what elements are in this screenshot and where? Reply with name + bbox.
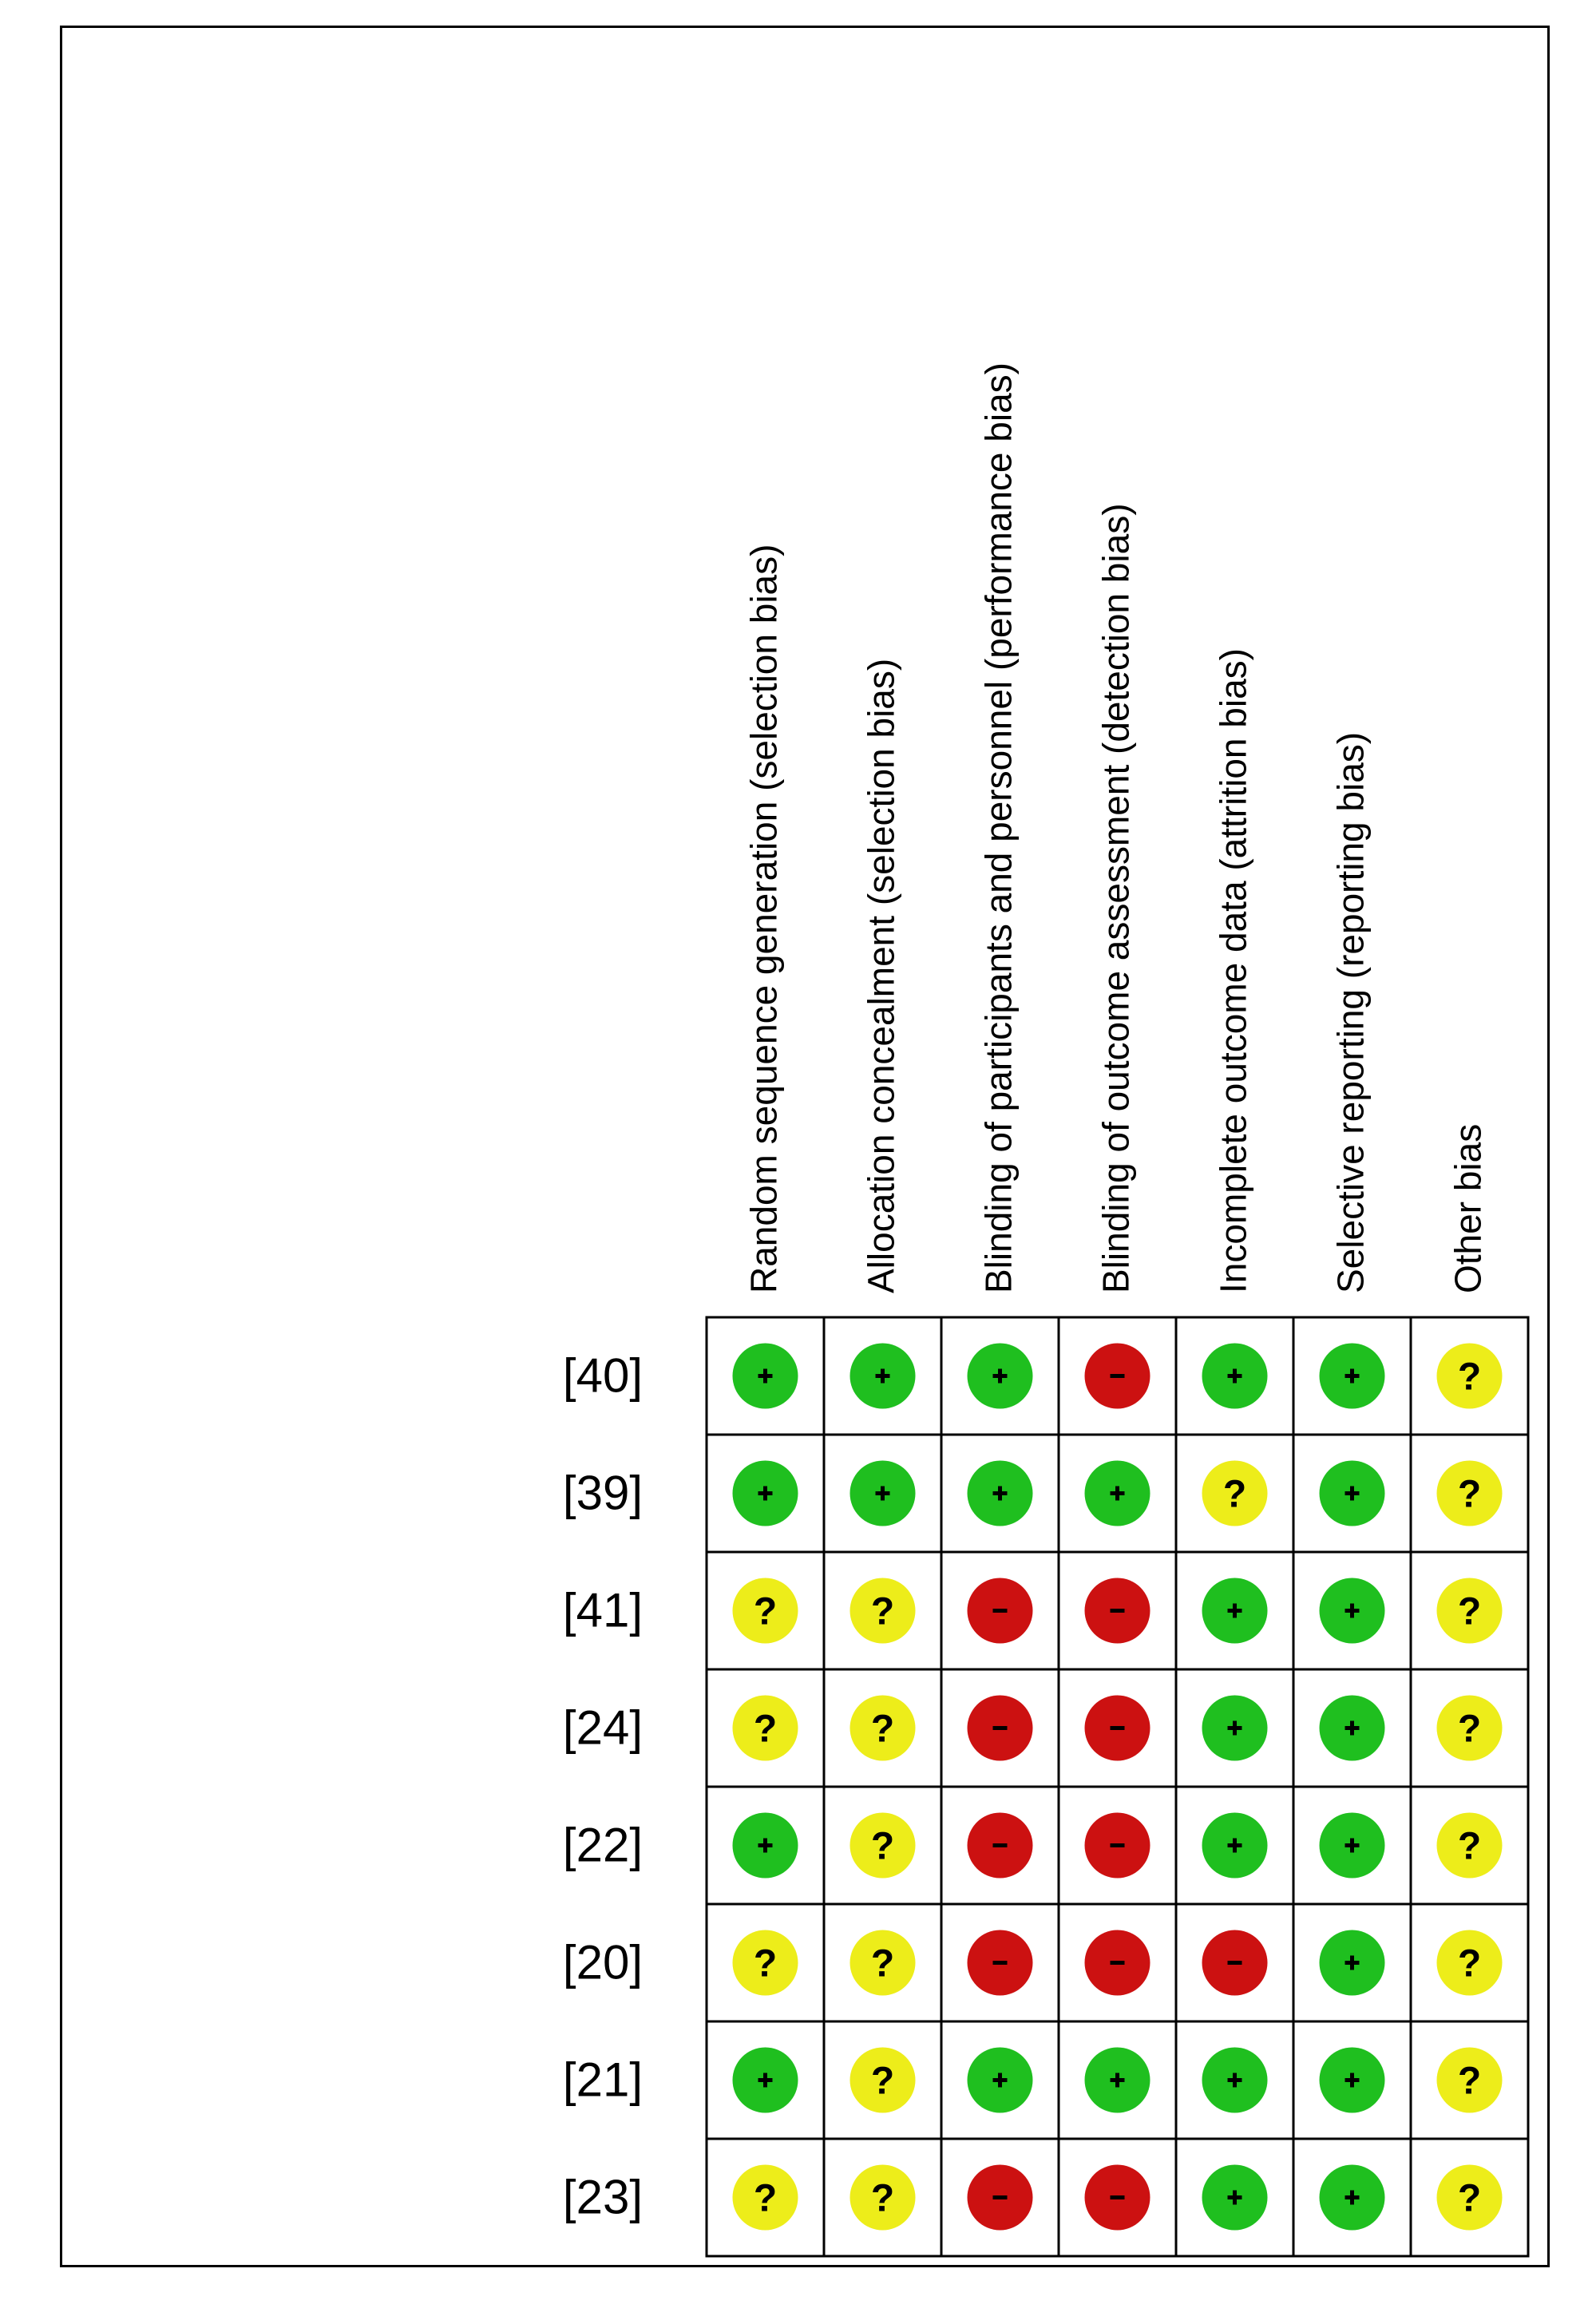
- unclear-risk-mark: [1437, 1344, 1503, 1409]
- question-icon: ?: [870, 1708, 895, 1751]
- low-risk-mark: [1202, 1344, 1268, 1409]
- unclear-risk-mark: [850, 1930, 916, 1996]
- low-risk-mark: [1320, 1578, 1385, 1644]
- study-label: [22]: [562, 1818, 643, 1872]
- study-label: [23]: [562, 2170, 643, 2224]
- question-icon: ?: [870, 1590, 895, 1633]
- study-label: [40]: [562, 1348, 643, 1403]
- question-icon: ?: [1222, 1473, 1247, 1516]
- unclear-risk-mark: [733, 2165, 798, 2231]
- domain-header: Incomplete outcome data (attrition bias): [1212, 648, 1254, 1293]
- unclear-risk-mark: [733, 1696, 798, 1761]
- low-risk-mark: [1202, 1578, 1268, 1644]
- high-risk-mark: [1202, 1930, 1268, 1996]
- study-labels: [563, 1349, 643, 2224]
- judgement-grid: [707, 1317, 1528, 2256]
- low-risk-mark: [733, 1813, 798, 1879]
- low-risk-mark: [1320, 1813, 1385, 1879]
- unclear-risk-mark: [850, 1696, 916, 1761]
- low-risk-mark: [1202, 2165, 1268, 2231]
- low-risk-mark: [850, 1344, 916, 1409]
- low-risk-mark: [733, 1344, 798, 1409]
- question-icon: ?: [1457, 1473, 1482, 1516]
- low-risk-mark: [733, 2048, 798, 2113]
- domain-header: Random sequence generation (selection bias): [743, 544, 785, 1293]
- domain-header: Allocation concealment (selection bias): [860, 658, 902, 1293]
- question-icon: ?: [870, 2177, 895, 2220]
- question-icon: ?: [1457, 1942, 1482, 1985]
- study-label: [41]: [562, 1583, 643, 1637]
- low-risk-mark: [850, 1461, 916, 1526]
- study-label: [39]: [562, 1466, 643, 1520]
- low-risk-mark: [968, 1461, 1033, 1526]
- question-icon: ?: [870, 1825, 895, 1868]
- low-risk-mark: [1202, 1696, 1268, 1761]
- high-risk-mark: [1085, 1696, 1150, 1761]
- low-risk-mark: [1320, 1696, 1385, 1761]
- domain-header: Other bias: [1447, 1123, 1489, 1293]
- high-risk-mark: [968, 1696, 1033, 1761]
- unclear-risk-mark: [1437, 1461, 1503, 1526]
- high-risk-mark: [1085, 1578, 1150, 1644]
- low-risk-mark: [968, 1344, 1033, 1409]
- question-icon: ?: [753, 2177, 778, 2220]
- unclear-risk-mark: [850, 2048, 916, 2113]
- unclear-risk-mark: [850, 1813, 916, 1879]
- study-label: [20]: [562, 1935, 643, 1989]
- low-risk-mark: [1320, 1930, 1385, 1996]
- unclear-risk-mark: [1437, 1578, 1503, 1644]
- unclear-risk-mark: [850, 1578, 916, 1644]
- low-risk-mark: [1085, 2048, 1150, 2113]
- high-risk-mark: [968, 1578, 1033, 1644]
- study-label: [21]: [562, 2053, 643, 2107]
- high-risk-mark: [968, 2165, 1033, 2231]
- domain-header: Blinding of participants and personnel (performance bias): [977, 362, 1020, 1293]
- question-icon: ?: [1457, 1825, 1482, 1868]
- high-risk-mark: [1085, 1344, 1150, 1409]
- unclear-risk-mark: [1202, 1461, 1268, 1526]
- domain-header: Selective reporting (reporting bias): [1329, 731, 1372, 1293]
- low-risk-mark: [1085, 1461, 1150, 1526]
- unclear-risk-mark: [733, 1930, 798, 1996]
- question-icon: ?: [753, 1590, 778, 1633]
- low-risk-mark: [1320, 1344, 1385, 1409]
- unclear-risk-mark: [1437, 2165, 1503, 2231]
- low-risk-mark: [1320, 2165, 1385, 2231]
- question-icon: ?: [753, 1942, 778, 1985]
- unclear-risk-mark: [733, 1578, 798, 1644]
- unclear-risk-mark: [1437, 1930, 1503, 1996]
- high-risk-mark: [1085, 1813, 1150, 1879]
- high-risk-mark: [968, 1813, 1033, 1879]
- question-icon: ?: [1457, 2177, 1482, 2220]
- question-icon: ?: [753, 1708, 778, 1751]
- question-icon: ?: [870, 1942, 895, 1985]
- unclear-risk-mark: [1437, 1696, 1503, 1761]
- unclear-risk-mark: [1437, 2048, 1503, 2113]
- low-risk-mark: [733, 1461, 798, 1526]
- low-risk-mark: [1202, 1813, 1268, 1879]
- question-icon: ?: [1457, 1590, 1482, 1633]
- question-icon: ?: [870, 2060, 895, 2103]
- question-icon: ?: [1457, 1356, 1482, 1399]
- unclear-risk-mark: [850, 2165, 916, 2231]
- low-risk-mark: [968, 2048, 1033, 2113]
- question-icon: ?: [1457, 1708, 1482, 1751]
- study-label: [24]: [562, 1700, 643, 1755]
- domain-header: Blinding of outcome assessment (detection bias): [1095, 503, 1137, 1293]
- unclear-risk-mark: [1437, 1813, 1503, 1879]
- domain-headers: [743, 362, 1489, 1293]
- low-risk-mark: [1320, 1461, 1385, 1526]
- low-risk-mark: [1202, 2048, 1268, 2113]
- high-risk-mark: [968, 1930, 1033, 1996]
- high-risk-mark: [1085, 1930, 1150, 1996]
- high-risk-mark: [1085, 2165, 1150, 2231]
- question-icon: ?: [1457, 2060, 1482, 2103]
- low-risk-mark: [1320, 2048, 1385, 2113]
